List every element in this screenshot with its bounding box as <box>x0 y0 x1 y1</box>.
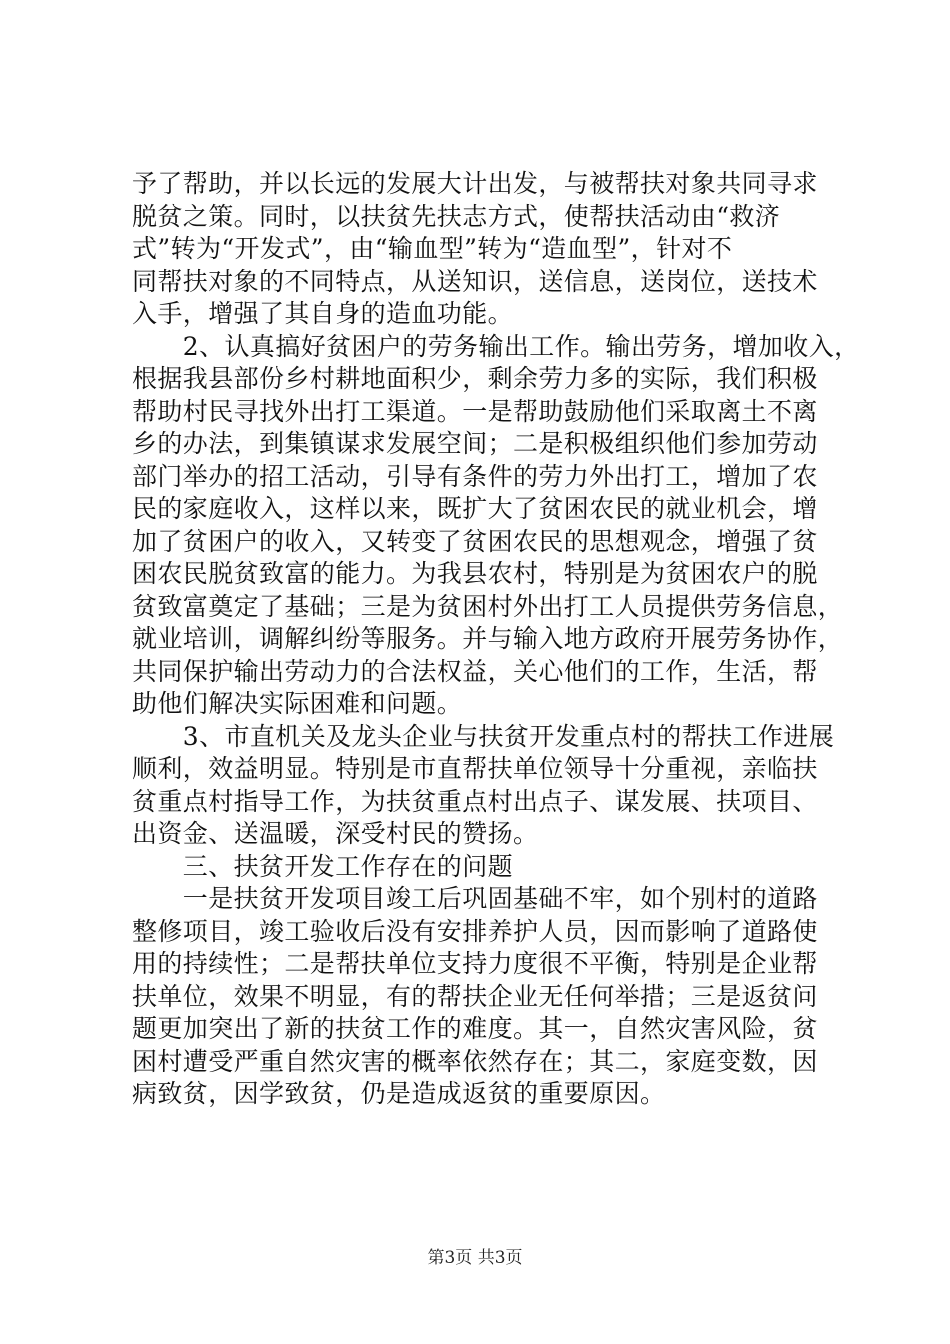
text-line: 入手，增强了其自身的造血功能。 <box>132 299 514 328</box>
text-line: 病致贫，因学致贫，仍是造成返贫的重要原因。 <box>132 1079 666 1108</box>
text-line: 部门举办的招工活动，引导有条件的劳力外出打工，增加了农 <box>132 461 818 491</box>
text-line: 加了贫困户的收入，又转变了贫困农民的思想观念，增强了贫 <box>132 526 818 556</box>
text-line: 助他们解决实际困难和问题。 <box>132 689 463 718</box>
text-line: 乡的办法，到集镇谋求发展空间；二是积极组织他们参加劳动 <box>132 429 818 458</box>
text-line: 困农民脱贫致富的能力。为我县农村，特别是为贫困农户的脱 <box>132 559 818 588</box>
page-footer: 第3页 共3页 <box>427 1248 523 1268</box>
text-line: 民的家庭收入，这样以来，既扩大了贫困农民的就业机会，增 <box>132 494 818 523</box>
text-line: 整修项目，竣工验收后没有安排养护人员，因而影响了道路使 <box>132 916 818 946</box>
text-line: 同帮扶对象的不同特点，从送知识，送信息，送岗位，送技术 <box>132 266 818 296</box>
text-line: 顺利，效益明显。特别是市直帮扶单位领导十分重视，亲临扶 <box>132 754 818 783</box>
text-line: 就业培训，调解纠纷等服务。并与输入地方政府开展劳务协作， <box>132 624 844 653</box>
text-line: 三、扶贫开发工作存在的问题 <box>132 851 514 881</box>
text-line: 3、市直机关及龙头企业与扶贫开发重点村的帮扶工作进展 <box>132 721 835 751</box>
text-line: 帮助村民寻找外出打工渠道。一是帮助鼓励他们采取离土不离 <box>132 396 818 426</box>
document-body <box>132 168 860 1111</box>
text-line: 出资金、送温暖，深受村民的赞扬。 <box>132 819 539 848</box>
text-line: 式”转为“开发式”，由“输血型”转为“造血型”，针对不 <box>132 234 733 263</box>
text-line: 共同保护输出劳动力的合法权益，关心他们的工作，生活，帮 <box>132 656 818 686</box>
text-line: 困村遭受严重自然灾害的概率依然存在；其二，家庭变数，因 <box>132 1046 818 1076</box>
text-line: 贫致富奠定了基础；三是为贫困村外出打工人员提供劳务信息， <box>132 591 844 621</box>
text-line: 2、认真搞好贫困户的劳务输出工作。输出劳务，增加收入， <box>132 331 860 361</box>
text-line: 扶单位，效果不明显，有的帮扶企业无任何举措；三是返贫问 <box>132 981 818 1011</box>
text-line: 予了帮助，并以长远的发展大计出发，与被帮扶对象共同寻求 <box>132 169 818 198</box>
text-line: 脱贫之策。同时，以扶贫先扶志方式，使帮扶活动由“救济 <box>132 201 781 231</box>
text-line: 贫重点村指导工作，为扶贫重点村出点子、谋发展、扶项目、 <box>132 786 818 816</box>
text-line: 题更加突出了新的扶贫工作的难度。其一，自然灾害风险，贫 <box>132 1014 818 1043</box>
text-line: 根据我县部份乡村耕地面积少，剩余劳力多的实际，我们积极 <box>132 364 818 393</box>
text-line: 用的持续性；二是帮扶单位支持力度很不平衡，特别是企业帮 <box>132 949 818 978</box>
text-line: 一是扶贫开发项目竣工后巩固基础不牢，如个别村的道路 <box>132 884 818 913</box>
